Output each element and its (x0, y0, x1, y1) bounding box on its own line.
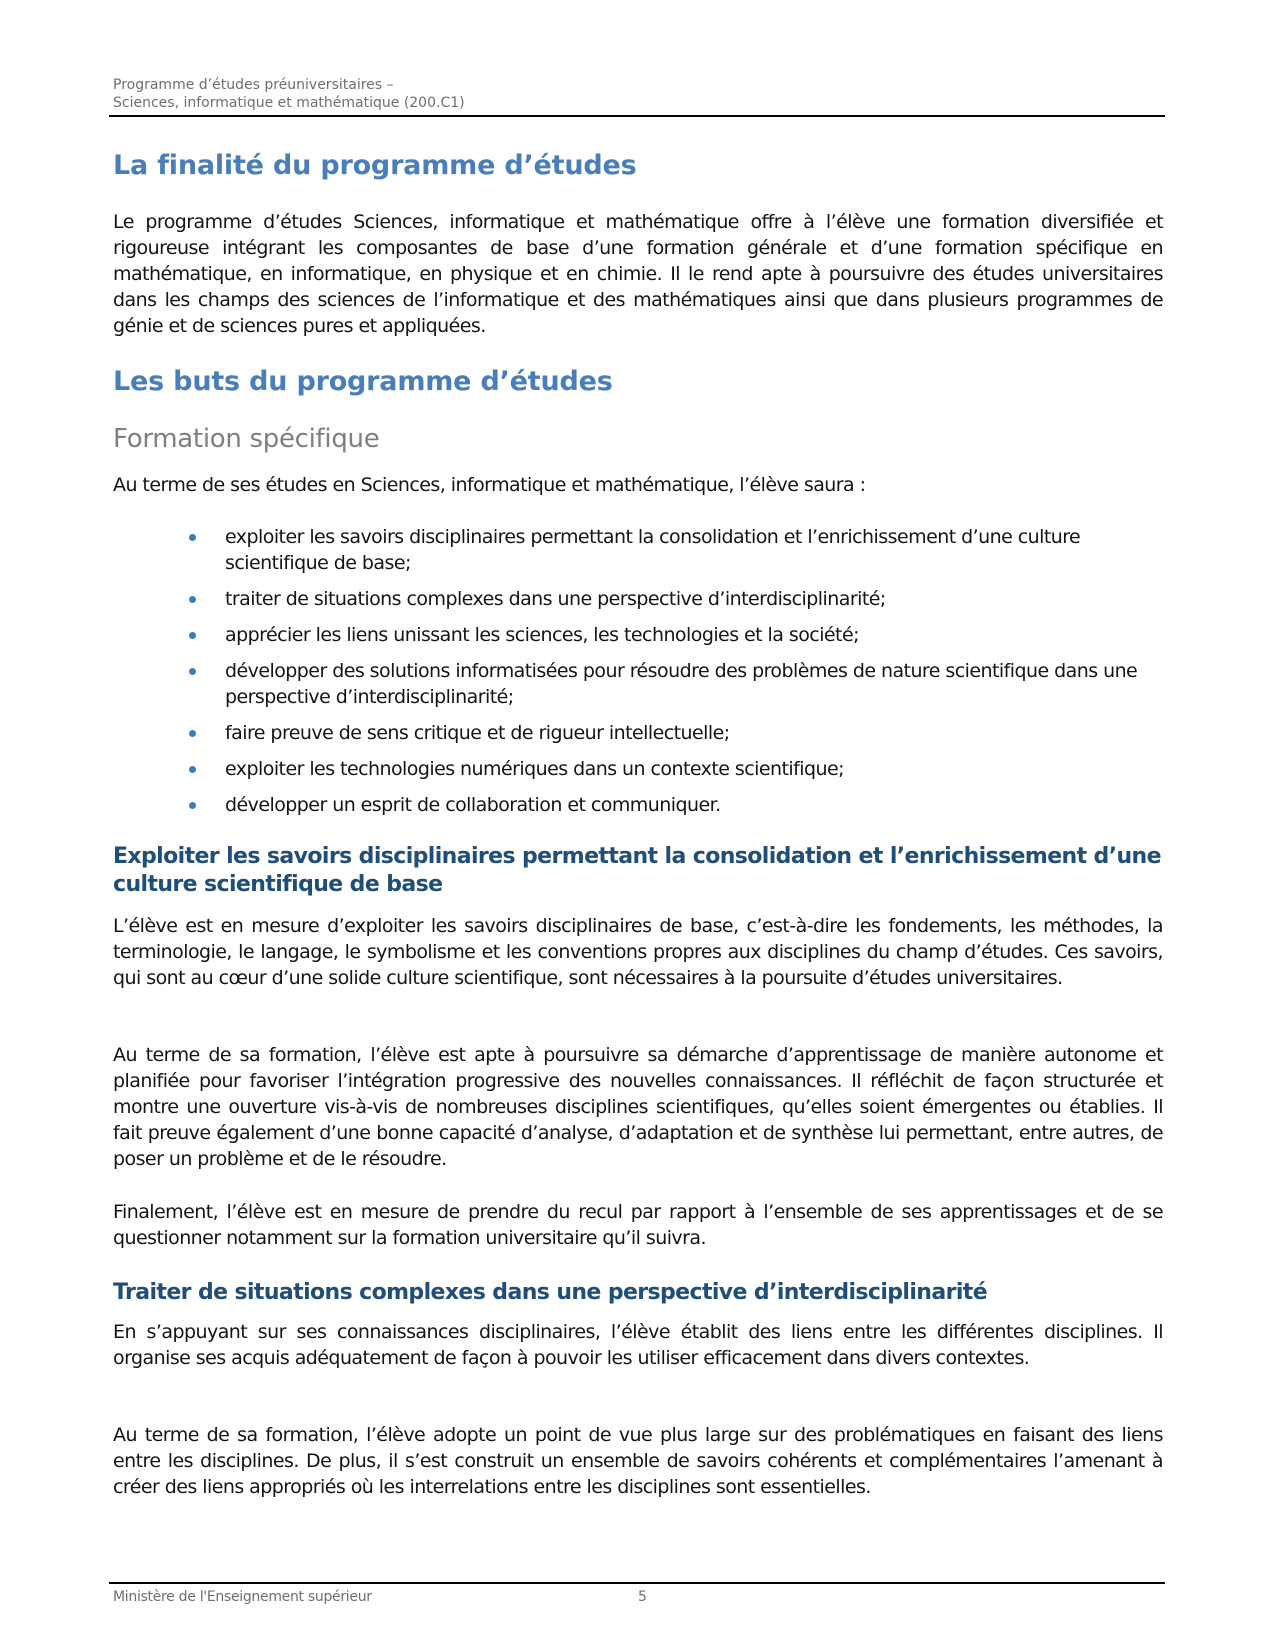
paragraph-finalite: Le programme d’études Sciences, informatique et mathématique offre à l’élève une formation diversifiée et rigoureuse intégrant les composantes de base d’une formation générale et d’une formation spécifique en mathématique, en informatique, en physique et en chimie. Il le rend apte à poursuivre des études universitaires dans les champs des sciences de l’informatique et des mathématiques ainsi que dans plusieurs programmes de génie et de sciences pures et appliquées. (113, 211, 1163, 337)
page-number: 5 (638, 1589, 647, 1605)
paragraph-exploiter-1: L’élève est en mesure d’exploiter les savoirs disciplinaires de base, c’est-à-dire les fondements, les méthodes, la terminologie, le langage, le symbolisme et les conventions propres aux disciplines du champ d’études. Ces savoirs, qui sont au cœur d’une solide culture scientifique, sont nécessaires à la poursuite d’études universitaires. (113, 915, 1163, 989)
header-line-1: Programme d’études préuniversitaires – (113, 77, 394, 93)
list-item: développer des solutions informatisées pour résoudre des problèmes de nature scientifique dans une perspective d’interdisciplinarité; (113, 658, 1163, 710)
heading-finalite: La finalité du programme d’études (113, 150, 637, 181)
paragraph-exploiter-2: Au terme de sa formation, l’élève est apte à poursuivre sa démarche d’apprentissage de manière autonome et planifiée pour favoriser l’intégration progressive des nouvelles connaissances. Il réfléchit de façon structurée et montre une ouverture vis-à-vis de nombreuses disciplines scientifiques, qu’elles soient émergentes ou établies. Il fait preuve également d’une bonne capacité d’analyse, d’adaptation et de synthèse lui permettant, entre autres, de poser un problème et de le résoudre. (113, 1044, 1163, 1170)
subheading-formation-specifique: Formation spécifique (113, 424, 380, 454)
paragraph-traiter-2: Au terme de sa formation, l’élève adopte un point de vue plus large sur des problématiques en faisant des liens entre les disciplines. De plus, il s’est construit un ensemble de savoirs cohérents et complémentaires l’amenant à créer des liens appropriés où les interrelations entre les disciplines sont essentielles. (113, 1424, 1163, 1498)
footer-organization: Ministère de l'Enseignement supérieur (113, 1589, 372, 1605)
paragraph-buts-intro: Au terme de ses études en Sciences, informatique et mathématique, l’élève saura : (113, 474, 866, 496)
header-line-2: Sciences, informatique et mathématique (200.C1) (113, 95, 465, 111)
list-item: traiter de situations complexes dans une perspective d’interdisciplinarité; (113, 586, 1163, 612)
bullet-icon (189, 534, 196, 541)
bullet-icon (189, 802, 196, 809)
heading-buts: Les buts du programme d’études (113, 366, 613, 397)
list-item: exploiter les technologies numériques dans un contexte scientifique; (113, 756, 1163, 782)
bullet-icon (189, 668, 196, 675)
bullet-icon (189, 730, 196, 737)
heading-traiter: Traiter de situations complexes dans une perspective d’interdisciplinarité (113, 1280, 988, 1305)
list-item: faire preuve de sens critique et de rigueur intellectuelle; (113, 720, 1163, 746)
list-item: exploiter les savoirs disciplinaires permettant la consolidation et l’enrichissement d’une culture scientifique de base; (113, 524, 1163, 576)
running-header (113, 76, 465, 112)
paragraph-traiter-1: En s’appuyant sur ses connaissances disciplinaires, l’élève établit des liens entre les différentes disciplines. Il organise ses acquis adéquatement de façon à pouvoir les utiliser efficacement dans divers contextes. (113, 1321, 1163, 1369)
footer-divider (109, 1582, 1165, 1584)
bullet-icon (189, 766, 196, 773)
heading-exploiter: Exploiter les savoirs disciplinaires permettant la consolidation et l’enrichissement d’une culture scientifique de base (113, 844, 1161, 897)
header-divider (109, 115, 1165, 117)
list-item: apprécier les liens unissant les sciences, les technologies et la société; (113, 622, 1163, 648)
goals-list (113, 524, 1163, 828)
bullet-icon (189, 596, 196, 603)
paragraph-exploiter-3: Finalement, l’élève est en mesure de prendre du recul par rapport à l’ensemble de ses apprentissages et de se questionner notamment sur la formation universitaire qu’il suivra. (113, 1201, 1163, 1249)
bullet-icon (189, 632, 196, 639)
list-item: développer un esprit de collaboration et communiquer. (113, 792, 1163, 818)
